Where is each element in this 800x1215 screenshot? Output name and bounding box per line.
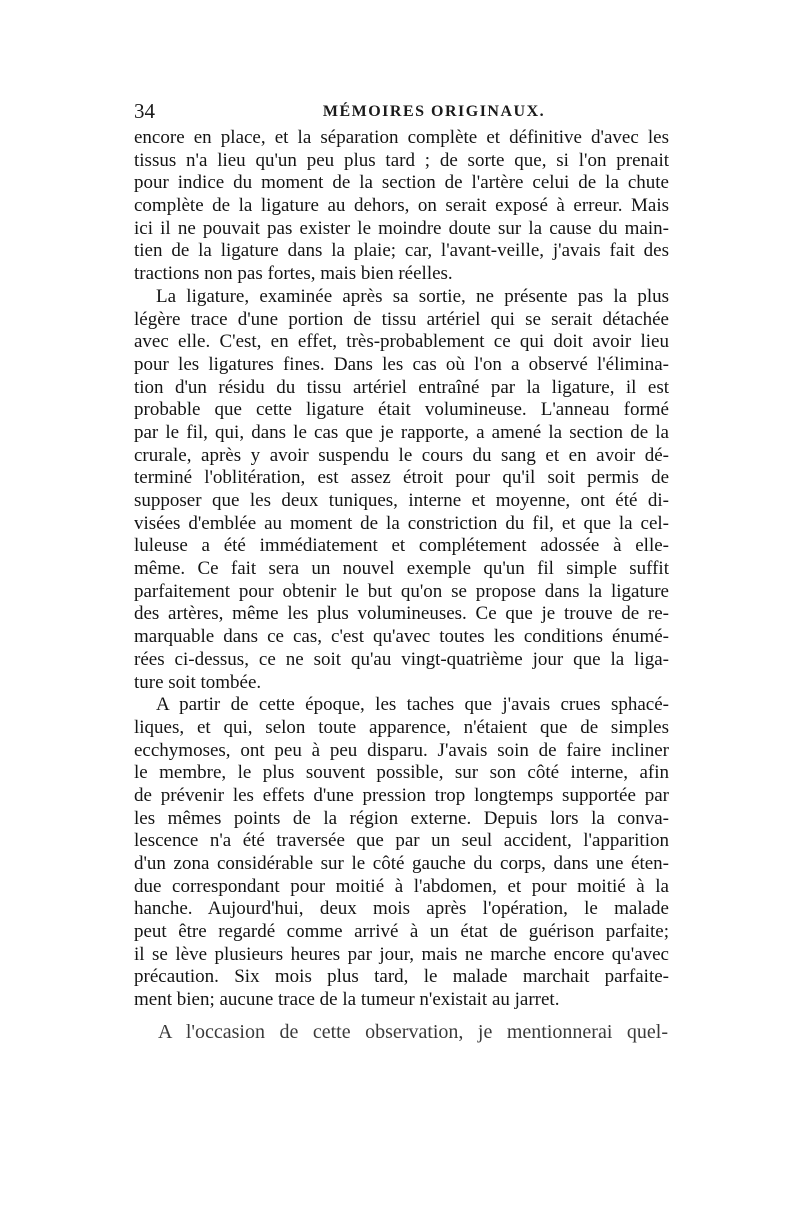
paragraph-start-line: A partir de cette époque, les taches que j'avais crues sphacé- bbox=[156, 694, 669, 716]
text-line: ecchymoses, ont peu à peu disparu. J'avais soin de faire incliner bbox=[134, 739, 669, 761]
page-number: 34 bbox=[134, 99, 155, 123]
text-line: il se lève plusieurs heures par jour, mais ne marche encore qu'avec bbox=[134, 943, 669, 965]
text-line: visées d'emblée au moment de la constriction du fil, et que la cel- bbox=[134, 512, 669, 534]
text-line: avec elle. C'est, en effet, très-probablement ce qui doit avoir lieu bbox=[134, 331, 669, 353]
text-line: liques, et qui, selon toute apparence, n'étaient que de simples bbox=[134, 716, 669, 738]
text-line: ture soit tombée. bbox=[134, 671, 262, 693]
text-line: ici il ne pouvait pas exister le moindre doute sur la cause du main- bbox=[134, 217, 669, 239]
text-line: peut être regardé comme arrivé à un état de guérison parfaite; bbox=[134, 921, 669, 943]
text-line: d'un zona considérable sur le côté gauche du corps, dans une éten- bbox=[134, 853, 669, 874]
text-line: des artères, même les plus volumineuses. Ce que je trouve de re- bbox=[134, 603, 669, 625]
text-line: légère trace d'une portion de tissu artériel qui se serait détachée bbox=[134, 308, 669, 330]
text-line: terminé l'oblitération, est assez étroit pour qu'il soit permis de bbox=[134, 467, 669, 489]
text-line: ment bien; aucune trace de la tumeur n'existait au jarret. bbox=[134, 989, 560, 1011]
next-paragraph-line: A l'occasion de cette observation, je mentionnerai quel- bbox=[158, 1021, 668, 1043]
text-line: tien de la ligature dans la plaie; car, l'avant-veille, j'avais fait des bbox=[134, 240, 669, 262]
text-line: pour indice du moment de la section de l'artère celui de la chute bbox=[134, 172, 669, 194]
text-line: encore en place, et la séparation complète et définitive d'avec les bbox=[134, 127, 669, 148]
text-line: crurale, après y avoir suspendu le cours du sang et en avoir dé- bbox=[134, 444, 669, 466]
text-line: due correspondant pour moitié à l'abdomen, et pour moitié à la bbox=[134, 875, 669, 897]
body-text bbox=[134, 127, 669, 1012]
text-line: précaution. Six mois plus tard, le malade marchait parfaite- bbox=[134, 966, 669, 988]
running-title: MÉMOIRES ORIGINAUX. bbox=[322, 103, 546, 120]
text-line: supposer que les deux tuniques, interne et moyenne, ont été di- bbox=[134, 490, 669, 511]
text-line: par le fil, qui, dans le cas que je rapporte, a amené la section de la bbox=[134, 421, 669, 443]
text-line: luleuse a été immédiatement et complétement adossée à elle- bbox=[134, 535, 669, 557]
text-line: complète de la ligature au dehors, on serait exposé à erreur. Mais bbox=[134, 195, 669, 217]
text-line: hanche. Aujourd'hui, deux mois après l'opération, le malade bbox=[134, 898, 669, 920]
running-head bbox=[134, 98, 670, 124]
text-line: marquable dans ce cas, c'est qu'avec toutes les conditions énumé- bbox=[134, 626, 669, 648]
text-line: les mêmes points de la région externe. Depuis lors la conva- bbox=[134, 807, 669, 829]
text-line: lescence n'a été traversée que par un seul accident, l'apparition bbox=[134, 830, 669, 852]
text-line: tractions non pas fortes, mais bien réelles. bbox=[134, 263, 453, 285]
text-line: tion d'un résidu du tissu artériel entraîné par la ligature, il est bbox=[134, 376, 669, 398]
text-line: tissus n'a lieu qu'un peu plus tard ; de sorte que, si l'on prenait bbox=[134, 149, 669, 171]
text-line: rées ci-dessus, ce ne soit qu'au vingt-quatrième jour que la liga- bbox=[134, 648, 669, 670]
text-line: probable que cette ligature était volumineuse. L'anneau formé bbox=[134, 399, 669, 421]
text-line: pour les ligatures fines. Dans les cas où l'on a observé l'élimina- bbox=[134, 353, 669, 375]
text-line: de prévenir les effets d'une pression trop longtemps supportée par bbox=[134, 784, 669, 806]
text-line: même. Ce fait sera un nouvel exemple qu'un fil simple suffit bbox=[134, 558, 669, 580]
paragraph-start-line: La ligature, examinée après sa sortie, ne présente pas la plus bbox=[156, 285, 669, 307]
text-line: le membre, le plus souvent possible, sur son côté interne, afin bbox=[134, 762, 669, 784]
text-line: parfaitement pour obtenir le but qu'on se propose dans la ligature bbox=[134, 580, 669, 602]
